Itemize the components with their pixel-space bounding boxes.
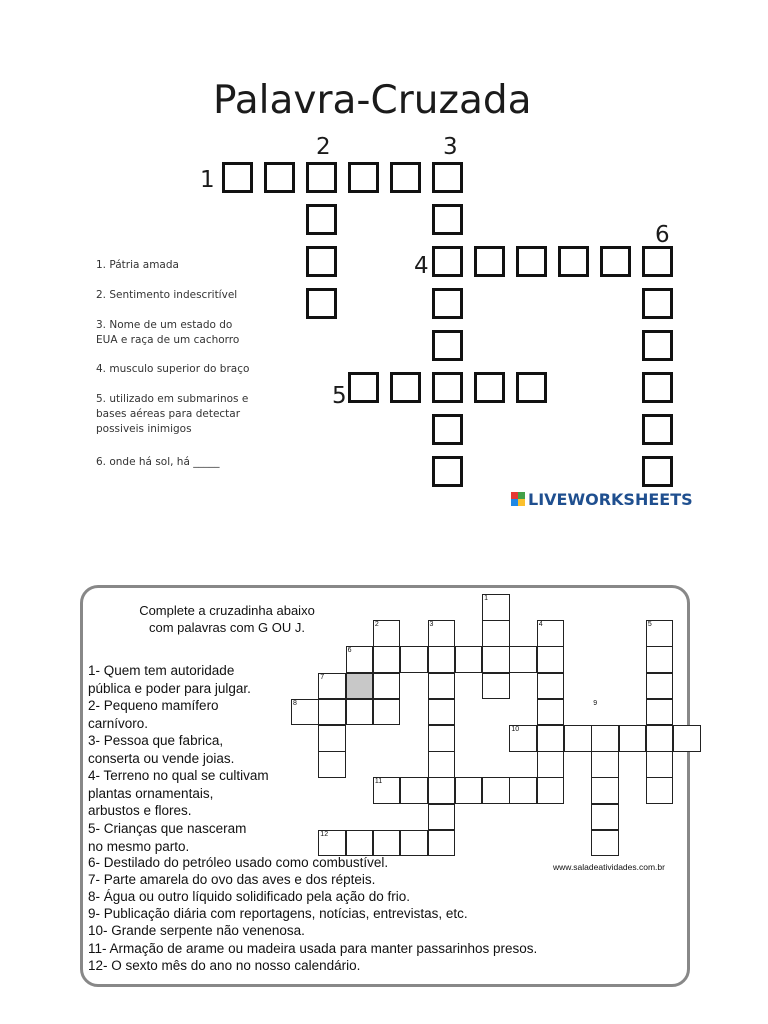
- bottom-crossword-cell[interactable]: [646, 777, 674, 804]
- bottom-crossword-cell[interactable]: [428, 830, 456, 857]
- bottom-crossword-cell[interactable]: [591, 777, 619, 804]
- top-clue-number-2: 2: [316, 134, 331, 160]
- top-crossword-cell[interactable]: [516, 246, 547, 277]
- bottom-clue-2: 2- Pequeno mamífero carnívoro.: [88, 698, 219, 731]
- top-crossword-cell[interactable]: [642, 372, 673, 403]
- bottom-crossword-cell[interactable]: [509, 777, 537, 804]
- bottom-clue-number-7: 7: [320, 673, 325, 681]
- bottom-crossword-cell[interactable]: [318, 751, 346, 778]
- bottom-crossword-cell[interactable]: [619, 725, 647, 752]
- top-crossword-cell[interactable]: [222, 162, 253, 193]
- bottom-crossword-cell[interactable]: [537, 751, 565, 778]
- bottom-clue-3: 3- Pessoa que fabrica, conserta ou vende joias.: [88, 733, 235, 766]
- top-crossword-cell[interactable]: [432, 162, 463, 193]
- liveworksheets-wordmark: LIVEWORKSHEETS: [528, 489, 693, 509]
- bottom-crossword-cell[interactable]: [646, 673, 674, 700]
- top-crossword-cell[interactable]: [642, 246, 673, 277]
- bottom-crossword-cell[interactable]: [400, 646, 428, 673]
- bottom-crossword-cell[interactable]: [646, 751, 674, 778]
- top-crossword-cell[interactable]: [306, 162, 337, 193]
- bottom-clue-4: 4- Terreno no qual se cultivam plantas ornamentais, arbustos e flores.: [88, 768, 269, 818]
- bottom-crossword-cell[interactable]: [318, 699, 346, 726]
- top-crossword-cell[interactable]: [306, 246, 337, 277]
- bottom-clue-8: 8- Água ou outro líquido solidificado pela ação do frio.: [88, 889, 410, 904]
- bottom-clue-number-8: 8: [293, 699, 297, 707]
- bottom-clue-11: 11- Armação de arame ou madeira usada para manter passarinhos presos.: [88, 941, 538, 956]
- bottom-crossword-cell[interactable]: [537, 725, 565, 752]
- top-clue-2: 2. Sentimento indescritível: [96, 289, 238, 301]
- top-crossword-cell[interactable]: [390, 162, 421, 193]
- bottom-crossword-cell[interactable]: [591, 804, 619, 831]
- bottom-crossword-cell[interactable]: [482, 777, 510, 804]
- bottom-crossword-cell[interactable]: [318, 673, 346, 700]
- bottom-crossword-cell[interactable]: [346, 830, 374, 857]
- bottom-crossword-cell: [346, 673, 374, 700]
- bottom-crossword-cell[interactable]: [373, 646, 401, 673]
- bottom-clue-number-5: 5: [647, 621, 652, 629]
- bottom-crossword-cell[interactable]: [346, 646, 374, 673]
- bottom-clue-9: 9- Publicação diária com reportagens, notícias, entrevistas, etc.: [88, 906, 468, 921]
- bottom-crossword-cell[interactable]: [455, 777, 483, 804]
- top-clue-number-4: 4: [414, 253, 429, 279]
- bottom-crossword-cell[interactable]: [564, 725, 592, 752]
- top-crossword-cell[interactable]: [348, 372, 379, 403]
- bottom-crossword-cell[interactable]: [537, 673, 565, 700]
- top-crossword-cell[interactable]: [306, 204, 337, 235]
- top-clue-1: 1. Pátria amada: [96, 259, 179, 271]
- bottom-crossword-cell[interactable]: [291, 699, 319, 726]
- top-crossword-cell[interactable]: [516, 372, 547, 403]
- bottom-crossword-cell[interactable]: [428, 777, 456, 804]
- top-clue-6: 6. onde há sol, há _____: [96, 456, 220, 468]
- bottom-crossword-cell[interactable]: [346, 699, 374, 726]
- website-credit: www.saladeatividades.com.br: [553, 862, 665, 872]
- bottom-crossword-cell[interactable]: [537, 699, 565, 726]
- top-crossword-cell[interactable]: [432, 288, 463, 319]
- top-crossword-cell[interactable]: [432, 246, 463, 277]
- bottom-clue-number-6: 6: [347, 647, 352, 655]
- bottom-crossword-cell[interactable]: [509, 725, 537, 752]
- top-clue-number-6: 6: [655, 222, 670, 248]
- bottom-crossword-cell[interactable]: [646, 620, 674, 647]
- top-crossword-cell[interactable]: [432, 372, 463, 403]
- bottom-clue-7: 7- Parte amarela do ovo das aves e dos répteis.: [88, 872, 376, 887]
- bottom-crossword-cell[interactable]: [428, 646, 456, 673]
- bottom-crossword-cell[interactable]: [373, 620, 401, 647]
- bottom-crossword-cell[interactable]: [673, 725, 701, 752]
- bottom-crossword-cell[interactable]: [537, 777, 565, 804]
- top-crossword-cell[interactable]: [432, 456, 463, 487]
- liveworksheets-logo: [511, 489, 693, 509]
- bottom-clue-number-3: 3: [429, 621, 434, 629]
- bottom-crossword-cell[interactable]: [318, 830, 346, 857]
- bottom-clue-number-2: 2: [374, 621, 379, 629]
- top-crossword-cell[interactable]: [642, 414, 673, 445]
- top-crossword-cell[interactable]: [558, 246, 589, 277]
- bottom-clue-number-4: 4: [538, 621, 543, 629]
- top-crossword-cell[interactable]: [306, 288, 337, 319]
- bottom-crossword-cell[interactable]: [373, 699, 401, 726]
- bottom-crossword-cell[interactable]: [591, 725, 619, 752]
- bottom-clue-number-9: 9: [593, 699, 598, 707]
- bottom-crossword-cell[interactable]: [428, 699, 456, 726]
- top-crossword-cell[interactable]: [642, 330, 673, 361]
- bottom-crossword-cell[interactable]: [591, 751, 619, 778]
- bottom-crossword-cell[interactable]: [400, 830, 428, 857]
- bottom-clue-number-11: 11: [374, 778, 383, 786]
- top-clue-number-5: 5: [332, 383, 347, 409]
- top-title: Palavra-Cruzada: [213, 78, 532, 123]
- bottom-crossword-cell[interactable]: [373, 830, 401, 857]
- top-clue-5: 5. utilizado em submarinos e bases aéreas para detectar possiveis inimigos: [96, 393, 249, 435]
- bottom-crossword-cell[interactable]: [428, 804, 456, 831]
- bottom-crossword-cell[interactable]: [400, 777, 428, 804]
- top-crossword-cell[interactable]: [642, 456, 673, 487]
- top-crossword-cell[interactable]: [432, 414, 463, 445]
- top-crossword-cell[interactable]: [642, 288, 673, 319]
- bottom-crossword-cell[interactable]: [537, 620, 565, 647]
- bottom-crossword-cell[interactable]: [646, 646, 674, 673]
- bottom-clue-number-10: 10: [511, 726, 520, 733]
- instructions: Complete a cruzadinha abaixo com palavras com G OU J.: [139, 603, 315, 635]
- bottom-crossword-cell[interactable]: [428, 751, 456, 778]
- bottom-crossword-cell[interactable]: [373, 673, 401, 700]
- bottom-clue-6: 6- Destilado do petróleo usado como combustível.: [88, 855, 389, 870]
- bottom-crossword-cell[interactable]: [646, 699, 674, 726]
- bottom-crossword-cell[interactable]: [482, 646, 510, 673]
- bottom-clue-12: 12- O sexto mês do ano no nosso calendário.: [88, 958, 361, 973]
- liveworksheets-icon: [511, 492, 525, 506]
- top-clue-number-3: 3: [443, 134, 458, 160]
- bottom-crossword-cell[interactable]: [509, 646, 537, 673]
- bottom-clue-number-1: 1: [484, 595, 488, 602]
- top-clue-4: 4. musculo superior do braço: [96, 363, 250, 375]
- bottom-crossword-cell[interactable]: [428, 620, 456, 647]
- top-clue-number-1: 1: [200, 167, 215, 193]
- bottom-clue-number-12: 12: [320, 830, 329, 838]
- bottom-crossword-cell[interactable]: [591, 830, 619, 857]
- bottom-crossword-cell[interactable]: [482, 594, 510, 621]
- top-crossword-cell[interactable]: [348, 162, 379, 193]
- top-crossword-cell[interactable]: [390, 372, 421, 403]
- bottom-crossword-cell[interactable]: [646, 725, 674, 752]
- bottom-crossword-cell[interactable]: [428, 725, 456, 752]
- top-crossword-cell[interactable]: [432, 330, 463, 361]
- top-clue-3: 3. Nome de um estado do EUA e raça de um cachorro: [96, 319, 240, 346]
- bottom-crossword-cell[interactable]: [428, 673, 456, 700]
- bottom-crossword-cell[interactable]: [455, 646, 483, 673]
- bottom-clue-5: 5- Crianças que nasceram no mesmo parto.: [88, 821, 247, 854]
- top-crossword-cell[interactable]: [600, 246, 631, 277]
- bottom-crossword-cell[interactable]: [482, 673, 510, 700]
- bottom-crossword-cell[interactable]: [537, 646, 565, 673]
- top-crossword-cell[interactable]: [474, 246, 505, 277]
- bottom-clue-1: 1- Quem tem autoridade pública e poder para julgar.: [88, 663, 251, 696]
- bottom-crossword-cell[interactable]: [318, 725, 346, 752]
- bottom-crossword-cell[interactable]: [482, 620, 510, 647]
- top-crossword-cell[interactable]: [474, 372, 505, 403]
- top-crossword-cell[interactable]: [432, 204, 463, 235]
- bottom-clue-10: 10- Grande serpente não venenosa.: [88, 923, 305, 938]
- top-crossword-cell[interactable]: [264, 162, 295, 193]
- bottom-crossword-cell[interactable]: [373, 777, 401, 804]
